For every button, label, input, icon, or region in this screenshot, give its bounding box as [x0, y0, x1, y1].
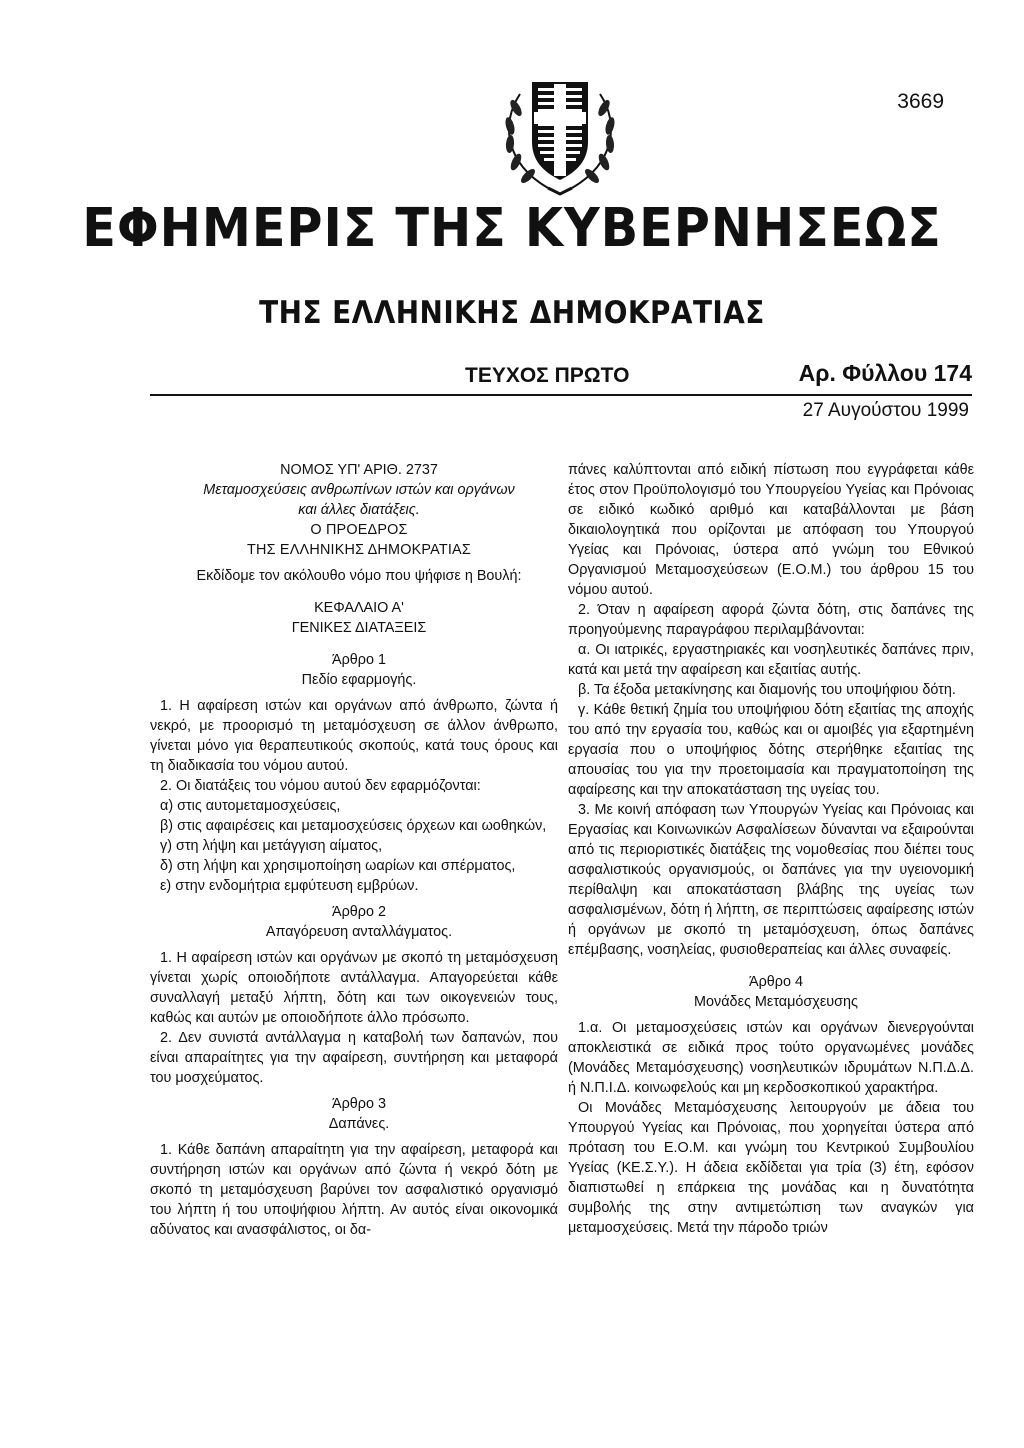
greek-coat-of-arms-icon	[492, 64, 628, 200]
page-number: 3669	[897, 90, 944, 113]
article-1-heading: Άρθρο 1	[332, 652, 386, 668]
article-3-item-a: α. Οι ιατρικές, εργαστηριακές και νοσηλευτικές δαπάνες πριν, κατά και μετά την αφαίρεση και εξαιτίας αυτής.	[568, 642, 974, 678]
article-1-item-d: δ) στη λήψη και χρησιμοποίηση ωαρίων και σπέρματος,	[160, 858, 516, 874]
enactment-formula: Εκδίδομε τον ακόλουθο νόμο που ψήφισε η Βουλή:	[196, 568, 522, 584]
article-3-item-b: β. Τα έξοδα μετακίνησης και διαμονής του υποψήφιου δότη.	[578, 682, 956, 698]
article-1-title: Πεδίο εφαρμογής.	[301, 672, 417, 688]
article-3-paragraph-1: 1. Κάθε δαπάνη απαραίτητη για την αφαίρεση, μεταφορά και συντήρηση ιστών και οργάνων από ζώντα ή νεκρό δότη με σκοπό τη μεταμόσχευση βαρύνει τον ασφαλιστικό οργανισμό του λήπτη ή του υποψήφιου λήπτη. Αν αυτός είναι οικονομικά αδύνατος και ανασφάλιστος, οι δα-	[150, 1142, 558, 1238]
article-1-item-a: α) στις αυτομεταμοσχεύσεις,	[160, 798, 341, 814]
article-2-title: Απαγόρευση ανταλλάγματος.	[265, 924, 453, 940]
gazette-title: ΕΦΗΜΕΡΙΣ ΤΗΣ ΚΥΒΕΡΝΗΣΕΩΣ	[82, 198, 942, 259]
law-title-line-1: Μεταμοσχεύσεις ανθρωπίνων ιστών και οργάνων	[203, 482, 515, 498]
article-4-paragraph-1: 1.α. Οι μεταμοσχεύσεις ιστών και οργάνων διενεργούνται αποκλειστικά σε ειδικά προς τούτο οργανωμένες μονάδες (Μονάδες Μεταμόσχευσης) νοσηλευτικών ιδρυμάτων Ν.Π.Δ.Δ. ή Ν.Π.Ι.Δ. κοινωφελούς και μη κερδοσκοπικού χαρακτήρα.	[568, 1020, 974, 1096]
article-2-heading: Άρθρο 2	[332, 904, 386, 920]
article-1-item-c: γ) στη λήψη και μετάγγιση αίματος,	[160, 838, 383, 854]
article-3-paragraph-2: 2. Όταν η αφαίρεση αφορά ζώντα δότη, στις δαπάνες της προηγούμενης παραγράφου περιλαμβάνονται:	[568, 602, 974, 638]
article-2-paragraph-2: 2. Δεν συνιστά αντάλλαγμα η καταβολή των δαπανών, που είναι απαραίτητες για την αφαίρεση, συντήρηση και μεταφορά του μοσχεύματος.	[150, 1030, 558, 1086]
issue-row	[150, 360, 972, 396]
article-1-item-e: ε) στην ενδομήτρια εμφύτευση εμβρύων.	[160, 878, 419, 894]
issue-date: 27 Αυγούστου 1999	[802, 400, 969, 421]
law-number: ΝΟΜΟΣ ΥΠ' ΑΡΙΘ. 2737	[280, 462, 438, 478]
article-4-heading: Άρθρο 4	[749, 974, 803, 990]
article-4-title: Μονάδες Μεταμόσχευσης	[694, 994, 858, 1010]
chapter-heading: ΚΕΦΑΛΑΙΟ Α'	[314, 600, 404, 616]
chapter-title: ΓΕΝΙΚΕΣ ΔΙΑΤΑΞΕΙΣ	[291, 620, 427, 636]
article-3-title: Δαπάνες.	[328, 1116, 390, 1132]
article-3-item-c: γ. Κάθε θετική ζημία του υποψήφιου δότη εξαιτίας της αποχής του από την εργασία του, καθώς και οι αμοιβές για εξαρτημένη εργασία που ο υποψήφιος δότης στερήθηκε εξαιτίας της απουσίας του για την προετοιμασία και πραγματοποίηση της αφαίρεσης και την αποκατάσταση της υγείας του.	[568, 702, 974, 798]
article-4-paragraph-2: Οι Μονάδες Μεταμόσχευσης λειτουργούν με άδεια του Υπουργού Υγείας και Πρόνοιας, που χορηγείται ύστερα από πρόταση του Ε.Ο.Μ. και γνώμη του Κεντρικού Συμβουλίου Υγείας (ΚΕ.Σ.Υ.). Η άδεια εκδίδεται για τρία (3) έτη, εφόσον διαπιστωθεί η επάρκεια της μονάδας και η δυνατότητα συμβολής της στην αντιμετώπιση των αναγκών για μεταμοσχεύσεις. Μετά την πάροδο τριών	[568, 1100, 974, 1236]
article-1-item-b: β) στις αφαιρέσεις και μεταμοσχεύσεις όρχεων και ωοθηκών,	[160, 818, 547, 834]
article-3-paragraph-1-continued: πάνες καλύπτονται από ειδική πίστωση που εγγράφεται κάθε έτος στον Προϋπολογισμό του Υπουργείου Υγείας και Πρόνοιας σε ειδικό κωδικό αριθμό και καταβάλλονται με βάση δικαιολογητικά που ορίζονται με απόφαση του Υπουργού Υγείας και Πρόνοιας, ύστερα από γνώμη του Εθνικού Οργανισμού Μεταμοσχεύσεων (Ε.Ο.Μ.) του άρθρου 15 του νόμου αυτού.	[568, 462, 974, 598]
issue-label: ΤΕΥΧΟΣ ΠΡΩΤΟ	[465, 364, 630, 387]
article-1-paragraph-2: 2. Οι διατάξεις του νόμου αυτού δεν εφαρμόζονται:	[160, 778, 481, 794]
left-column	[150, 460, 558, 1240]
law-title-line-2: και άλλες διατάξεις.	[298, 502, 420, 518]
president-line-2: ΤΗΣ ΕΛΛΗΝΙΚΗΣ ΔΗΜΟΚΡΑΤΙΑΣ	[247, 542, 471, 558]
right-column	[568, 460, 974, 1238]
article-1-paragraph-1: 1. Η αφαίρεση ιστών και οργάνων από άνθρωπο, ζώντα ή νεκρό, με προορισμό τη μεταμόσχευση σε άλλον άνθρωπο, γίνεται μόνο για θεραπευτικούς σκοπούς, κατά τους όρους και τη διαδικασία του νόμου αυτού.	[150, 698, 558, 774]
article-3-paragraph-3: 3. Με κοινή απόφαση των Υπουργών Υγείας και Πρόνοιας και Εργασίας και Κοινωνικών Ασφαλίσεων δύνανται να εξαιρούνται από τις περιοριστικές διατάξεις της νομοθεσίας που διέπει τους ασφαλιστικούς οργανισμούς, οι δαπάνες για την υγειονομική περίθαλψη και αποκατάσταση βλάβης της υγείας των ασφαλισμένων, δότη ή λήπτη, σε περιπτώσεις αφαίρεσης ιστών ή οργάνων με σκοπό τη μεταμόσχευση, όπως δαπάνες επέμβασης, νοσηλείας, φυσιοθεραπείας και άλλες συναφείς.	[568, 802, 974, 958]
article-2-paragraph-1: 1. Η αφαίρεση ιστών και οργάνων με σκοπό τη μεταμόσχευση γίνεται χωρίς οποιοδήποτε αντάλλαγμα. Απαγορεύεται κάθε συναλλαγή μεταξύ λήπτη, δότη και των οικογενειών τους, καθώς και αυτών με οποιοδήποτε άλλο πρόσωπο.	[150, 950, 558, 1026]
president-line-1: Ο ΠΡΟΕΔΡΟΣ	[310, 522, 408, 538]
gazette-subtitle: ΤΗΣ ΕΛΛΗΝΙΚΗΣ ΔΗΜΟΚΡΑΤΙΑΣ	[259, 295, 765, 331]
sheet-number: Αρ. Φύλλου 174	[798, 360, 972, 386]
article-3-heading: Άρθρο 3	[332, 1096, 386, 1112]
